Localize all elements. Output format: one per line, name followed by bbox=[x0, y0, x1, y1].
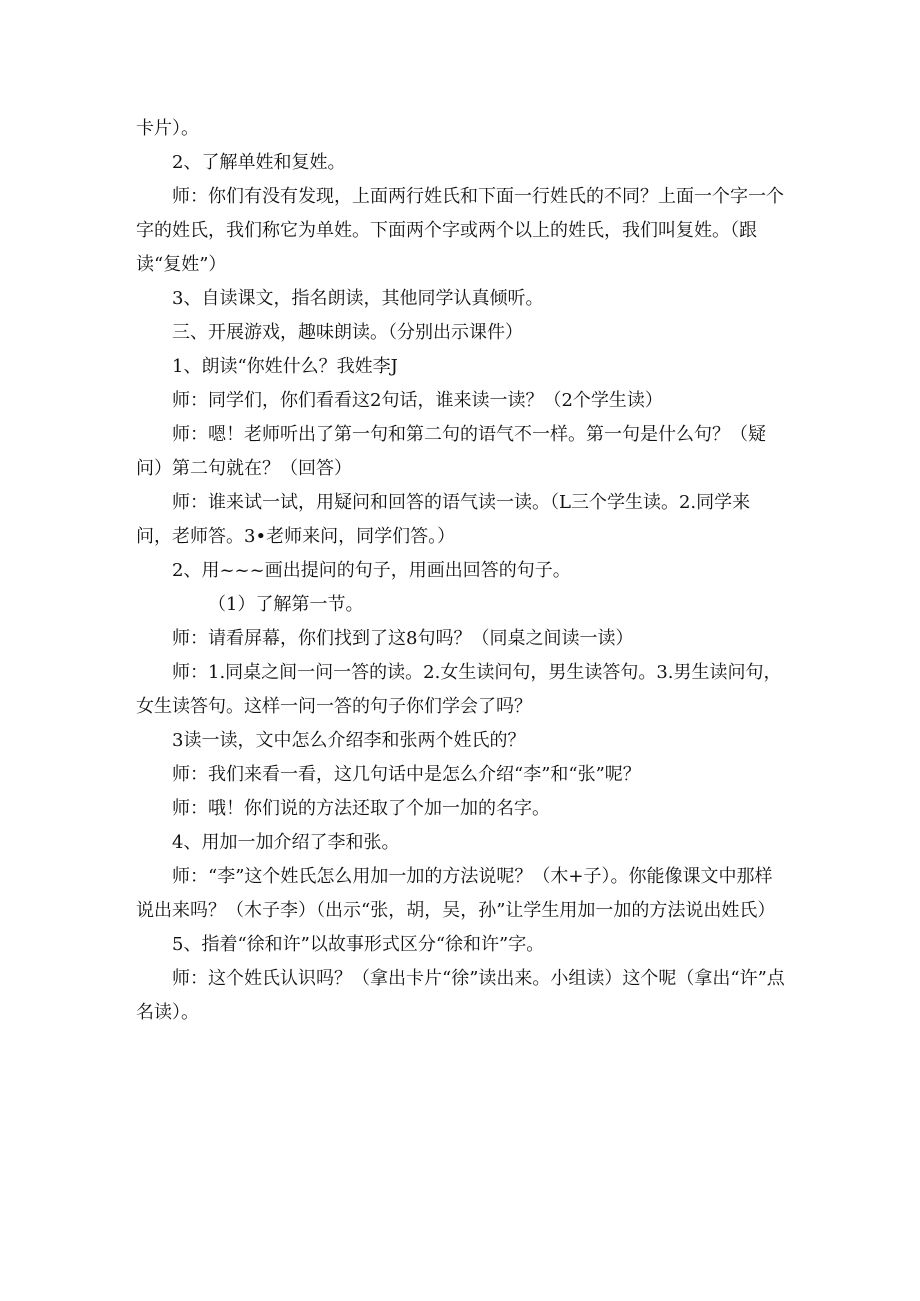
document-body bbox=[136, 112, 786, 1030]
paragraph: 2、用~~~画出提问的句子，用画出回答的句子。 bbox=[172, 560, 571, 581]
paragraph: 3读一读，文中怎么介绍李和张两个姓氏的？ bbox=[172, 730, 526, 751]
paragraph: 师：嗯！老师听出了第一句和第二句的语气不一样。第一句是什么句？（疑问）第二句就在？（回答） bbox=[136, 424, 766, 479]
paragraph: 5、指着“徐和许”以故事形式区分“徐和许”字。 bbox=[172, 934, 545, 955]
paragraph: 4、用加一加介绍了李和张。 bbox=[172, 832, 400, 853]
paragraph: 师：1.同桌之间一问一答的读。2.女生读问句，男生读答句。3.男生读问句，女生读答句。这样一问一答的句子你们学会了吗？ bbox=[136, 662, 782, 717]
paragraph: 2、了解单姓和复姓。 bbox=[172, 152, 346, 173]
paragraph: 卡片）。 bbox=[136, 118, 199, 139]
sub-heading: （1）了解第一节。 bbox=[208, 594, 364, 615]
paragraph: 师：请看屏幕，你们找到了这8句吗？（同桌之间读一读） bbox=[172, 628, 634, 649]
paragraph: 师：同学们，你们看看这2句话，谁来读一读？（2个学生读） bbox=[172, 390, 663, 411]
paragraph: 师：这个姓氏认识吗？（拿出卡片“徐”读出来。小组读）这个呢（拿出“许”点名读）。 bbox=[136, 968, 785, 1023]
section-heading: 三、开展游戏，趣味朗读。（分别出示课件） bbox=[172, 322, 523, 343]
paragraph: 师：“李”这个姓氏怎么用加一加的方法说呢？（木+子）。你能像课文中那样说出来吗？（木子李）（出示“张，胡，吴，孙”让学生用加一加的方法说出姓氏） bbox=[136, 866, 776, 921]
paragraph: 师：我们来看一看，这几句话中是怎么介绍“李”和“张”呢？ bbox=[172, 764, 641, 785]
paragraph: 3、自读课文，指名朗读，其他同学认真倾听。 bbox=[172, 288, 544, 309]
paragraph: 1、朗读“你姓什么？我姓李J bbox=[172, 356, 398, 377]
paragraph: 师：谁来试一试，用疑问和回答的语气读一读。（L三个学生读。2.同学来问，老师答。3•老师来问，同学们答。） bbox=[136, 492, 751, 547]
paragraph: 师：哦！你们说的方法还取了个加一加的名字。 bbox=[172, 798, 550, 819]
paragraph: 师：你们有没有发现，上面两行姓氏和下面一行姓氏的不同？上面一个字一个字的姓氏，我们称它为单姓。下面两个字或两个以上的姓氏，我们叫复姓。（跟读“复姓”） bbox=[136, 186, 784, 275]
